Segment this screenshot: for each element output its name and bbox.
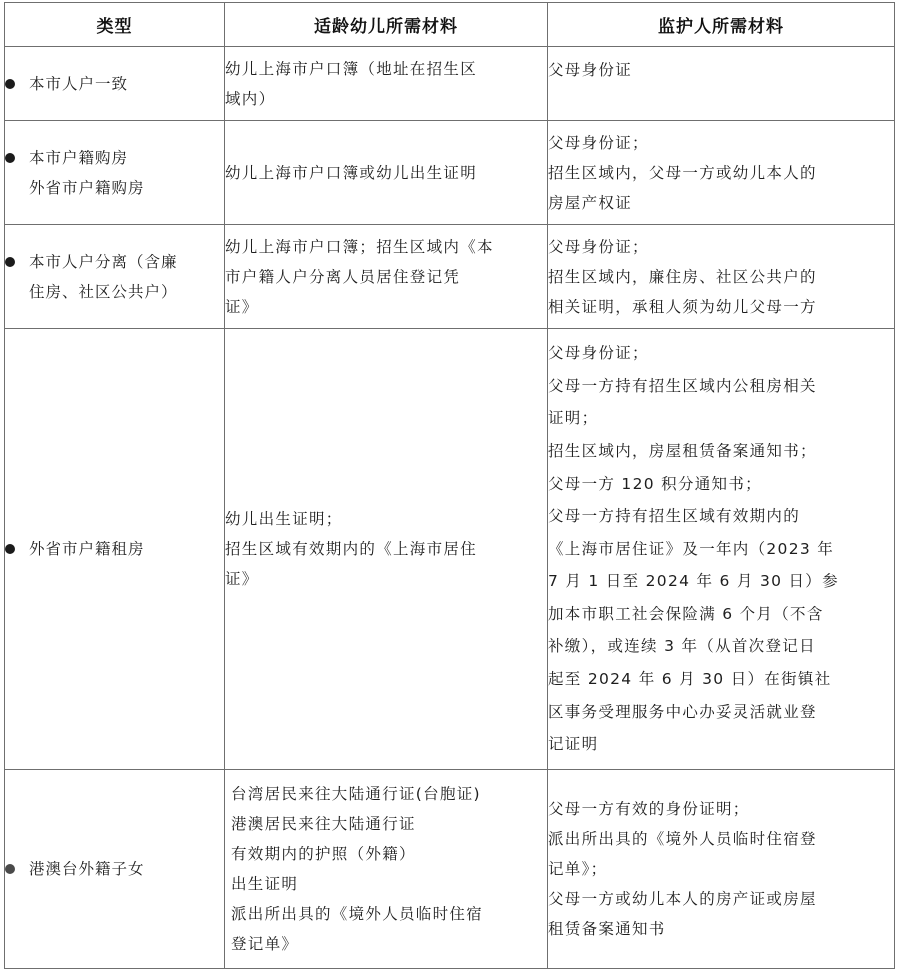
child-material-line: 招生区域有效期内的《上海市居住 — [225, 540, 478, 558]
guardian-material-line: 租赁备案通知书 — [548, 920, 666, 938]
type-line: 港澳台外籍子女 — [29, 860, 145, 878]
child-material-line: 登记单》 — [231, 935, 299, 953]
bullet-icon — [5, 153, 15, 163]
type-cell — [5, 329, 225, 770]
type-line: 外省市户籍购房 — [29, 178, 145, 197]
type-line: 外省市户籍租房 — [29, 540, 145, 558]
type-line: 本市户籍购房 — [29, 148, 129, 167]
guardian-material-line: 7 月 1 日至 2024 年 6 月 30 日）参 — [548, 572, 839, 591]
guardian-material-line: 父母身份证； — [548, 133, 649, 152]
guardian-material-line: 父母身份证； — [548, 237, 649, 256]
child-materials-cell — [225, 121, 548, 225]
table-row — [5, 770, 895, 969]
guardian-material-line: 记单》； — [548, 860, 608, 878]
guardian-material-line: 招生区域内，父母一方或幼儿本人的 — [548, 163, 817, 182]
child-material-line: 证》 — [225, 297, 259, 316]
child-material-line: 幼儿上海市户口簿（地址在招生区 — [225, 59, 478, 78]
table-row — [5, 47, 895, 121]
header-type: 类型 — [5, 3, 225, 47]
guardian-material-line: 父母一方持有招生区域有效期内的 — [548, 507, 801, 526]
child-material-line: 台湾居民来往大陆通行证(台胞证) — [231, 785, 481, 803]
child-material-line: 出生证明 — [231, 875, 299, 893]
child-material-line: 幼儿出生证明； — [225, 510, 343, 528]
guardian-material-line: 加本市职工社会保险满 6 个月（不含 — [548, 604, 824, 623]
type-line: 住房、社区公共户） — [29, 282, 178, 301]
table-row — [5, 225, 895, 329]
child-material-line: 幼儿上海市户口簿；招生区域内《本 — [225, 237, 494, 256]
guardian-material-line: 补缴），或连续 3 年（从首次登记日 — [548, 637, 816, 656]
header-guardian-materials: 监护人所需材料 — [548, 3, 895, 47]
header-child-materials: 适龄幼儿所需材料 — [225, 3, 548, 47]
child-material-line: 有效期内的护照（外籍） — [231, 845, 416, 863]
child-material-line: 港澳居民来往大陆通行证 — [231, 815, 416, 833]
child-materials-cell — [225, 770, 548, 969]
child-materials-cell — [225, 47, 548, 121]
guardian-material-line: 父母身份证 — [548, 61, 633, 79]
child-material-line: 域内） — [225, 89, 276, 108]
bullet-icon — [5, 544, 15, 554]
guardian-materials-cell — [548, 329, 895, 770]
child-materials-cell — [225, 329, 548, 770]
guardian-material-line: 《上海市居住证》及一年内（2023 年 — [548, 539, 835, 558]
table-row — [5, 329, 895, 770]
guardian-materials-cell — [548, 121, 895, 225]
guardian-material-line: 记证明 — [548, 735, 599, 754]
bullet-icon — [5, 79, 15, 89]
guardian-material-line: 区事务受理服务中心办妥灵活就业登 — [548, 702, 817, 721]
type-cell — [5, 47, 225, 121]
type-cell — [5, 121, 225, 225]
guardian-material-line: 父母一方或幼儿本人的房产证或房屋 — [548, 890, 817, 908]
child-materials-cell — [225, 225, 548, 329]
bullet-icon — [5, 864, 15, 874]
type-cell — [5, 770, 225, 969]
guardian-material-line: 招生区域内，廉住房、社区公共户的 — [548, 267, 817, 286]
type-line: 本市人户一致 — [29, 74, 129, 93]
child-material-line: 派出所出具的《境外人员临时住宿 — [231, 905, 484, 923]
bullet-icon — [5, 257, 15, 267]
guardian-material-line: 相关证明，承租人须为幼儿父母一方 — [548, 297, 817, 316]
type-line: 本市人户分离（含廉 — [29, 252, 178, 271]
guardian-material-line: 派出所出具的《境外人员临时住宿登 — [548, 830, 817, 848]
admission-materials-table — [4, 2, 895, 969]
guardian-material-line: 父母一方持有招生区域内公租房相关 — [548, 376, 817, 395]
guardian-materials-cell — [548, 47, 895, 121]
guardian-materials-cell — [548, 225, 895, 329]
child-material-line: 证》 — [225, 570, 259, 588]
type-cell — [5, 225, 225, 329]
guardian-materials-cell — [548, 770, 895, 969]
header-row — [5, 3, 895, 47]
guardian-material-line: 父母一方 120 积分通知书； — [548, 474, 762, 493]
child-material-line: 市户籍人户分离人员居住登记凭 — [225, 267, 461, 286]
table-row — [5, 121, 895, 225]
guardian-material-line: 父母一方有效的身份证明； — [548, 800, 750, 818]
guardian-material-line: 招生区域内，房屋租赁备案通知书； — [548, 441, 817, 460]
guardian-material-line: 父母身份证； — [548, 344, 649, 363]
guardian-material-line: 证明； — [548, 409, 599, 428]
guardian-material-line: 起至 2024 年 6 月 30 日）在街镇社 — [548, 670, 832, 689]
child-material-line: 幼儿上海市户口簿或幼儿出生证明 — [225, 163, 478, 182]
guardian-material-line: 房屋产权证 — [548, 193, 633, 212]
